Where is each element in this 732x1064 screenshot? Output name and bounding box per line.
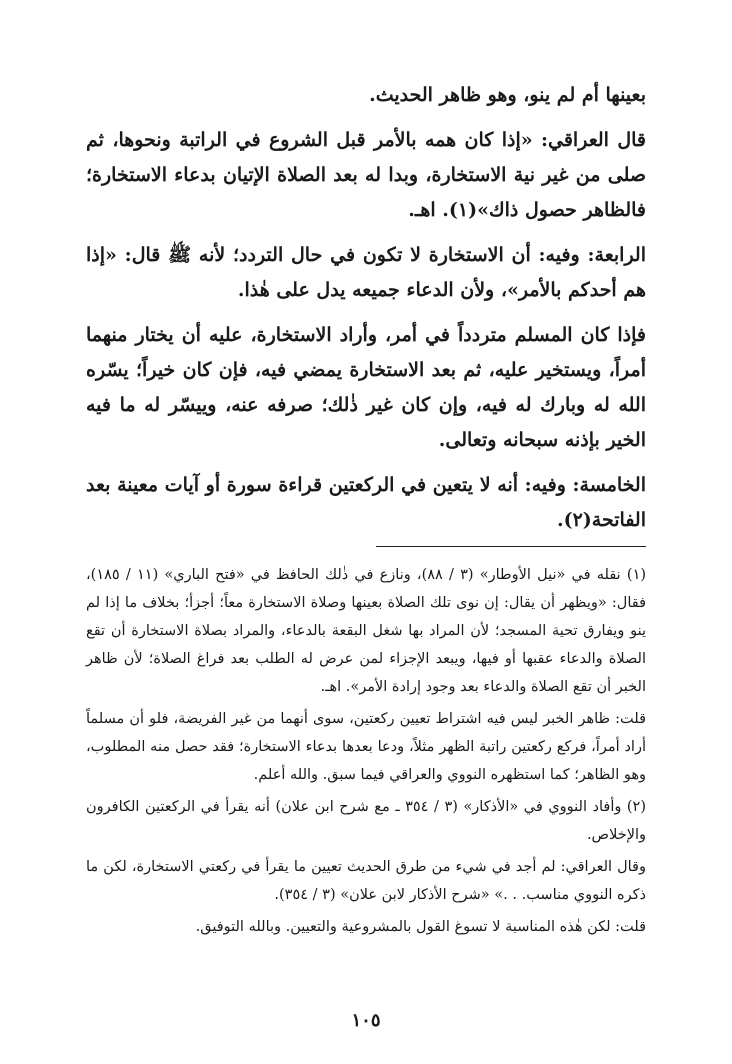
footnote-2: (٢) وأفاد النووي في «الأذكار» (٣ / ٣٥٤ ـ مع شرح ابن علان) أنه يقرأ في الركعتين الكافرون والإخلاص.	[86, 799, 647, 843]
paragraph-5	[86, 468, 646, 538]
page-number: ١٠٥	[351, 1010, 381, 1031]
footnote-2-quote: وقال العراقي: لم أجد في شيء من طرق الحديث تعيين ما يقرأ في ركعتي الاستخارة، لكن ما ذكره النووي مناسب. . .» «شرح الأذكار لابن علان» (٣ / ٣٥٤).	[86, 859, 646, 903]
paragraph-3-body: وفيه: أن الاستخارة لا تكون في حال التردد؛ لأنه ﷺ قال: «إذا هم أحدكم بالأمر»، ولأن الدعاء جميعه يدل على هٰذا.	[86, 244, 646, 301]
paragraph-5-body: وفيه: أنه لا يتعين في الركعتين قراءة سورة أو آيات معينة بعد الفاتحة(٢).	[86, 474, 646, 531]
paragraph-4: فإذا كان المسلم متردداً في أمر، وأراد الاستخارة، عليه أن يختار منهما أمراً، ويستخير عليه، ثم بعد الاستخارة يمضي فيه، فإن كان خيراً؛ يسّره الله له وبارك له فيه، وإن كان غير ذٰلك؛ صرفه عنه، وييسّر له ما فيه الخير بإذنه سبحانه وتعالى.	[86, 324, 646, 451]
paragraph-3	[86, 238, 646, 308]
paragraph-1: بعينها أم لم ينو، وهو ظاهر الحديث.	[369, 84, 646, 106]
footnote-2-comment: قلت: لكن هٰذه المناسبة لا تسوغ القول بالمشروعية والتعيين. وبالله التوفيق.	[195, 919, 646, 935]
footnote-1-comment: قلت: ظاهر الخبر ليس فيه اشتراط تعيين ركعتين، سوى أنهما من غير الفريضة، فلو أن مسلماً أراد أمراً، فركع ركعتين راتبة الظهر مثلاً، ودعا بعدها بدعاء الاستخارة؛ فقد حصل منه المطلوب، وهو الظاهر؛ كما استظهره النووي والعراقي فيما سبق. والله أعلم.	[86, 711, 646, 783]
footnotes	[86, 561, 646, 941]
footnote-divider	[376, 546, 646, 547]
section-heading-fourth: الرابعة:	[587, 244, 646, 266]
footnote-1: (١) نقله في «نيل الأوطار» (٣ / ٨٨)، ونازع في ذٰلك الحافظ في «فتح الباري» (١١ / ١٨٥)، فقال: «ويظهر أن يقال: إن نوى تلك الصلاة بعينها وصلاة الاستخارة معاً؛ أجزأ؛ بخلاف ما إذا لم ينو ويفارق تحية المسجد؛ لأن المراد بها شغل البقعة بالدعاء، والمراد بصلاة الاستخارة أن تقع الصلاة والدعاء عقبها أو فيها، ويبعد الإجزاء لمن عرض له الطلب بعد فراغ الصلاة؛ لأن ظاهر الخبر أن تقع الصلاة والدعاء بعد وجود إرادة الأمر». اهـ.	[86, 567, 647, 695]
section-heading-fifth: الخامسة:	[572, 474, 646, 496]
paragraph-2: قال العراقي: «إذا كان همه بالأمر قبل الشروع في الراتبة ونحوها، ثم صلى من غير نية الاستخارة، وبدا له بعد الصلاة الإتيان بدعاء الاستخارة؛ فالظاهر حصول ذاك»(١). اهـ.	[86, 129, 646, 221]
main-text	[86, 78, 646, 538]
